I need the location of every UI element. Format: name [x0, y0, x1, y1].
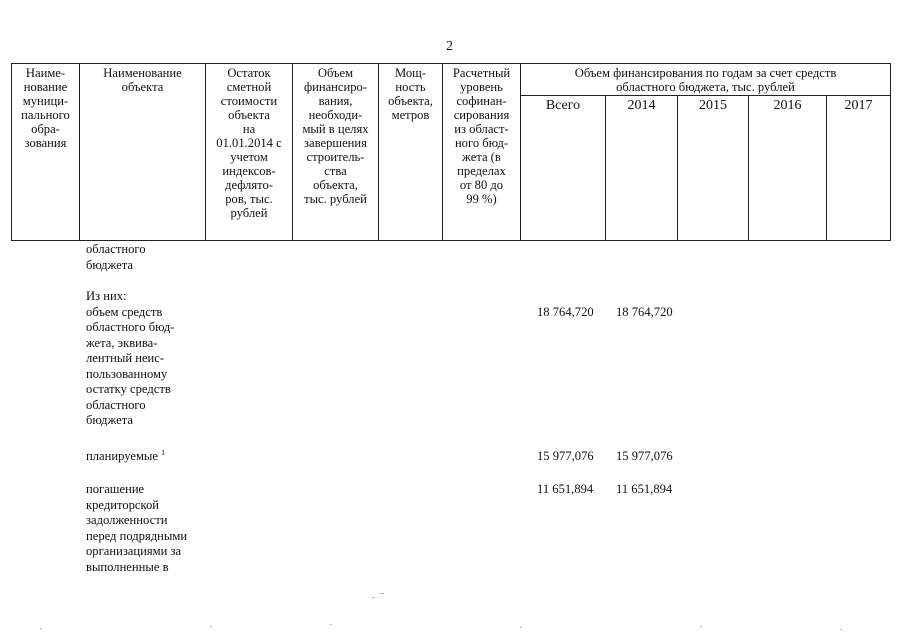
header-municipality: Наиме- нование муници- пального обра- зования [21, 66, 70, 150]
row-label: Из них: объем средств областного бюд- жета, эквива- лентный неис- пользованному остатку средств областного бюджета [86, 289, 175, 427]
row-value-total: 15 977,076 [537, 449, 594, 463]
scan-speck [840, 629, 842, 630]
row-value-total: 18 764,720 [537, 305, 594, 319]
row-value-2014: 18 764,720 [616, 305, 673, 319]
col-border [605, 95, 606, 241]
year-header-2016: 2016 [773, 98, 802, 113]
scan-speck [330, 624, 332, 625]
table-top-border [11, 63, 891, 64]
row-value-2014: 11 651,894 [616, 482, 673, 496]
scan-speck [210, 626, 212, 627]
page-number: 2 [446, 39, 453, 54]
header-remaining-cost: Остаток сметной стоимости объекта на 01.01.2014 с учетом индексов- дефлято- ров, тыс. рублей [216, 66, 282, 220]
table-bottom-border [11, 240, 891, 241]
years-header-divider [520, 95, 891, 96]
year-header-total: Всего [545, 98, 581, 113]
header-cofinancing-level: Расчетный уровень софинан- сирования из област- ного бюд- жета (в пределах от 80 до 99 %) [452, 66, 511, 206]
header-required-funding: Объем финансиро- вания, необходи- мый в целях завершения строитель- ства объекта, тыс. рублей [302, 66, 369, 206]
year-header-2017: 2017 [844, 98, 873, 113]
col-border [748, 95, 749, 241]
footnote-marker: 1 [161, 447, 166, 457]
col-border [826, 95, 827, 241]
header-object-name: Наименование объекта [103, 66, 182, 94]
year-header-2015: 2015 [699, 98, 727, 113]
col-border [890, 63, 891, 241]
scan-speck [700, 626, 702, 627]
header-financing-by-years: Объем финансирования по годам за счет средств областного бюджета, тыс. рублей [574, 66, 837, 94]
scan-speck [380, 593, 384, 594]
row-value-2014: 15 977,076 [616, 449, 673, 463]
header-capacity: Мощ- ность объекта, метров [388, 66, 433, 122]
row-label: погашение кредиторской задолженности перед подрядными организациями за выполненные в [86, 482, 188, 574]
scan-speck [372, 597, 375, 598]
scan-speck [520, 627, 522, 628]
row-label [86, 449, 226, 465]
row-label-text: планируемые [86, 449, 158, 463]
row-label: областного бюджета [86, 242, 146, 272]
scan-speck [40, 628, 42, 629]
row-value-total: 11 651,894 [537, 482, 594, 496]
col-border [677, 95, 678, 241]
year-header-2014: 2014 [627, 98, 656, 113]
